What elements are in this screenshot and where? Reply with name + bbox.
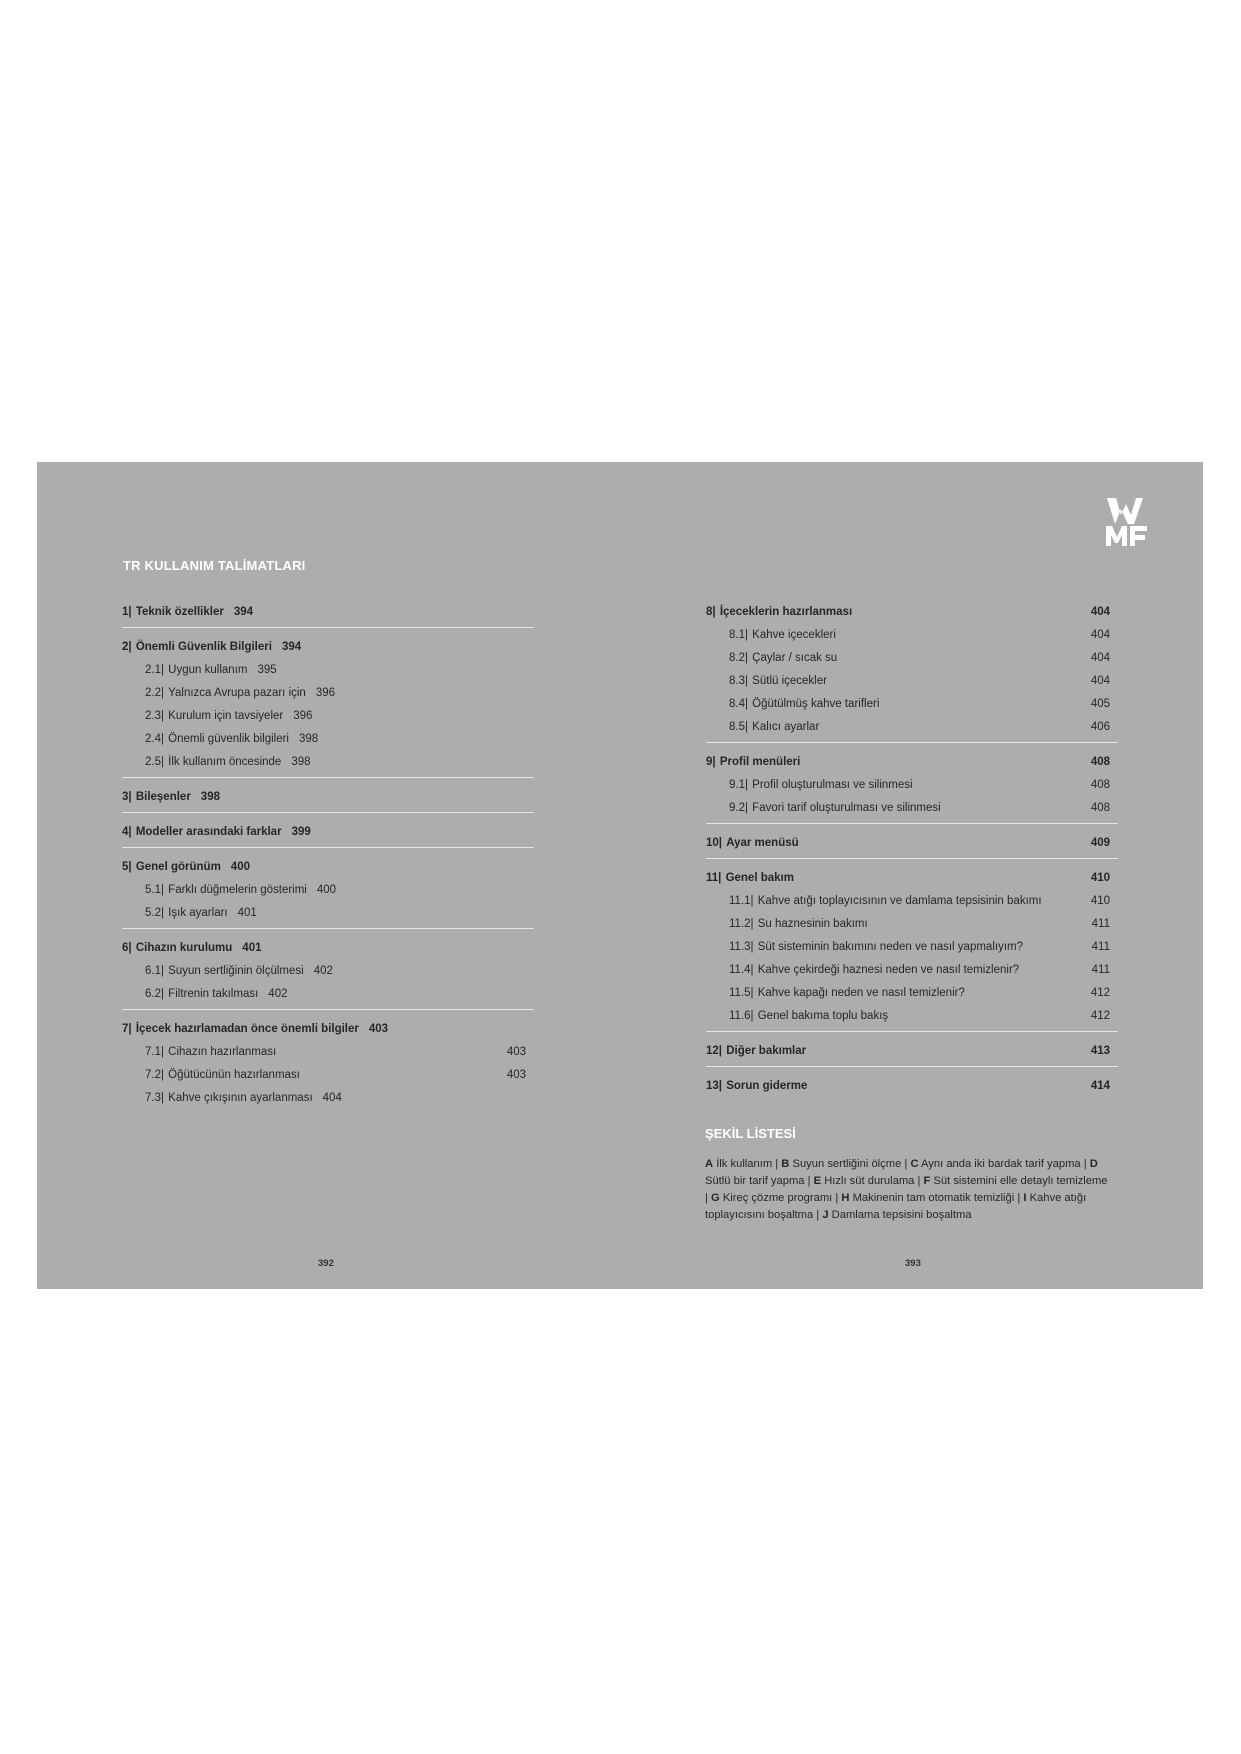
toc-subentry-number: 11.4|: [729, 963, 754, 976]
toc-entry[interactable]: [122, 635, 534, 658]
toc-entry-page: 400: [230, 860, 250, 873]
toc-subentry-title: Kurulum için tavsiyeler: [164, 709, 284, 722]
toc-section: [122, 635, 534, 778]
toc-subentry-number: 6.2|: [145, 987, 164, 1000]
toc-subentry-page: 398: [291, 755, 311, 768]
toc-entry-page: 409: [1090, 836, 1110, 849]
toc-subentry[interactable]: [706, 889, 1118, 912]
toc-entry-page: 398: [200, 790, 220, 803]
toc-section: [122, 936, 534, 1010]
toc-entry-page: 408: [1090, 755, 1110, 768]
toc-subentry-number: 8.1|: [729, 628, 748, 641]
figure-item: [814, 1175, 915, 1187]
toc-subentry[interactable]: [122, 681, 534, 704]
toc-section: [706, 831, 1118, 859]
figure-text: Aynı anda iki bardak tarif yapma: [918, 1158, 1081, 1170]
toc-subentry-page: 404: [1090, 628, 1110, 641]
toc-subentry-number: 2.3|: [145, 709, 164, 722]
toc-subentry-title: Profil oluşturulması ve silinmesi: [748, 778, 913, 791]
toc-entry-title: Diğer bakımlar: [723, 1044, 807, 1057]
toc-subentry-number: 11.5|: [729, 986, 754, 999]
toc-entry-title: Teknik özellikler: [132, 605, 224, 618]
toc-subentry[interactable]: [706, 715, 1118, 738]
figure-text: Sütlü bir tarif yapma: [705, 1175, 805, 1187]
toc-entry-number: 8|: [706, 605, 716, 618]
toc-entry-page: 404: [1090, 605, 1110, 618]
toc-subentry-number: 8.2|: [729, 651, 748, 664]
toc-subentry-number: 2.1|: [145, 663, 164, 676]
toc-subentry-number: 9.2|: [729, 801, 748, 814]
toc-entry-number: 3|: [122, 790, 132, 803]
toc-entry[interactable]: [706, 866, 1118, 889]
wmf-logo-icon: [1103, 496, 1151, 548]
toc-subentry-number: 8.3|: [729, 674, 748, 687]
toc-entry[interactable]: [706, 750, 1118, 773]
toc-section: [706, 1039, 1118, 1067]
toc-subentry-title: Kahve kapağı neden ve nasıl temizlenir?: [754, 986, 965, 999]
toc-section: [706, 1074, 1118, 1101]
toc-subentry[interactable]: [122, 727, 534, 750]
toc-subentry-number: 2.4|: [145, 732, 164, 745]
toc-subentry[interactable]: [706, 669, 1118, 692]
toc-subentry-number: 7.1|: [145, 1045, 164, 1058]
figure-item: [822, 1209, 971, 1221]
toc-entry-number: 7|: [122, 1022, 132, 1035]
toc-right-column: [706, 600, 1118, 1108]
toc-subentry[interactable]: [122, 878, 534, 901]
figure-letter: H: [841, 1192, 850, 1204]
toc-subentry-page: 402: [313, 964, 333, 977]
toc-section: [706, 750, 1118, 824]
toc-subentry[interactable]: [706, 912, 1118, 935]
toc-section: [122, 855, 534, 929]
toc-entry[interactable]: [122, 855, 534, 878]
toc-entry-page: 403: [368, 1022, 389, 1035]
toc-subentry-title: Kahve çekirdeği haznesi neden ve nasıl temizlenir?: [754, 963, 1020, 976]
figure-item: [781, 1158, 901, 1170]
toc-subentry-page: 404: [322, 1091, 342, 1104]
toc-subentry-number: 7.2|: [145, 1068, 164, 1081]
figure-text: Süt sistemini elle detaylı temizleme: [930, 1175, 1108, 1187]
figure-item: [841, 1192, 1014, 1204]
toc-subentry-title: Çaylar / sıcak su: [748, 651, 838, 664]
toc-subentry[interactable]: [122, 959, 534, 982]
toc-entry-title: Modeller arasındaki farklar: [132, 825, 282, 838]
toc-subentry-page: 396: [315, 686, 336, 699]
toc-left-column: [122, 600, 534, 1120]
toc-subentry-number: 8.4|: [729, 697, 748, 710]
toc-subentry-page: 411: [1091, 963, 1110, 976]
toc-entry-title: Genel bakım: [722, 871, 794, 884]
figure-text: İlk kullanım: [713, 1158, 773, 1170]
toc-subentry-number: 11.6|: [729, 1009, 754, 1022]
toc-entry[interactable]: [122, 785, 534, 808]
figure-item: [910, 1158, 1080, 1170]
toc-subentry-page: 405: [1090, 697, 1110, 710]
figure-letter: F: [923, 1175, 931, 1187]
toc-subentry-page: 401: [237, 906, 257, 919]
toc-subentry[interactable]: [706, 646, 1118, 669]
toc-subentry-title: Kahve içecekleri: [748, 628, 836, 641]
toc-section: [706, 600, 1118, 743]
page-number-right: 393: [905, 1258, 921, 1269]
toc-subentry-page: 404: [1090, 651, 1110, 664]
toc-subentry-title: Kalıcı ayarlar: [748, 720, 820, 733]
toc-subentry-title: İlk kullanım öncesinde: [164, 755, 282, 768]
toc-entry-page: 410: [1090, 871, 1110, 884]
toc-entry-number: 2|: [122, 640, 132, 653]
toc-subentry-title: Suyun sertliğinin ölçülmesi: [164, 964, 304, 977]
toc-entry[interactable]: [706, 1074, 1118, 1097]
toc-section: [706, 866, 1118, 1032]
toc-entry-page: 394: [233, 605, 253, 618]
toc-subentry[interactable]: [122, 704, 534, 727]
toc-subentry[interactable]: [122, 982, 534, 1005]
toc-subentry-title: Kahve atığı toplayıcısının ve damlama tepsisinin bakımı: [754, 894, 1042, 907]
toc-entry-title: Bileşenler: [132, 790, 191, 803]
figure-text: Hızlı süt durulama: [821, 1175, 915, 1187]
toc-subentry-title: Süt sisteminin bakımını neden ve nasıl yapmalıyım?: [754, 940, 1023, 953]
toc-subentry[interactable]: [706, 935, 1118, 958]
toc-subentry[interactable]: [122, 1086, 534, 1109]
toc-subentry-title: Kahve çıkışının ayarlanması: [164, 1091, 313, 1104]
toc-section: [122, 785, 534, 813]
toc-subentry-page: 411: [1091, 940, 1110, 953]
toc-subentry-title: Uygun kullanım: [164, 663, 248, 676]
figure-text: Makinenin tam otomatik temizliği: [849, 1192, 1015, 1204]
toc-entry-title: Cihazın kurulumu: [132, 941, 233, 954]
toc-entry-title: İçecek hazırlamadan önce önemli bilgiler: [132, 1022, 359, 1035]
toc-subentry-number: 5.1|: [145, 883, 164, 896]
toc-entry-number: 4|: [122, 825, 132, 838]
toc-subentry-title: Yalnızca Avrupa pazarı için: [164, 686, 306, 699]
toc-subentry[interactable]: [706, 958, 1118, 981]
figure-letter: E: [813, 1175, 822, 1187]
toc-entry[interactable]: [122, 820, 534, 843]
toc-entry-page: 413: [1090, 1044, 1110, 1057]
toc-entry-number: 9|: [706, 755, 716, 768]
toc-subentry-number: 11.3|: [729, 940, 754, 953]
toc-subentry[interactable]: [706, 692, 1118, 715]
figure-item: [711, 1192, 832, 1204]
figure-letter: I: [1023, 1192, 1027, 1204]
toc-subentry-page: 403: [506, 1068, 526, 1081]
toc-subentry-page: 402: [268, 987, 288, 1000]
toc-subentry-page: 412: [1090, 986, 1110, 999]
toc-subentry-page: 408: [1090, 778, 1110, 791]
toc-subentry-title: Önemli güvenlik bilgileri: [164, 732, 289, 745]
toc-subentry-page: 406: [1090, 720, 1110, 733]
toc-subentry-title: Favori tarif oluşturulması ve silinmesi: [748, 801, 941, 814]
figure-text: Suyun sertliğini ölçme: [789, 1158, 902, 1170]
page-number-left: 392: [318, 1258, 334, 1269]
toc-entry-number: 5|: [122, 860, 132, 873]
toc-entry[interactable]: [706, 600, 1118, 623]
toc-subentry-page: 403: [506, 1045, 526, 1058]
toc-subentry-page: 408: [1090, 801, 1110, 814]
toc-subentry-title: Işık ayarları: [164, 906, 228, 919]
toc-entry-number: 1|: [122, 605, 132, 618]
toc-entry-title: İçeceklerin hazırlanması: [716, 605, 853, 618]
figure-letter: G: [711, 1192, 720, 1204]
figure-letter: J: [822, 1209, 829, 1221]
toc-subentry[interactable]: [706, 796, 1118, 819]
figures-list: A İlk kullanım | B Suyun sertliğini ölçme | C Aynı anda iki bardak tarif yapma | D Sütlü bir tarif yapma | E Hızlı süt durulama | F Süt sistemini elle detaylı temizleme | G Kireç çözme programı | H Makinenin tam otomatik temizliği | I Kahve atığı toplayıcısını boşaltma | J Damlama tepsisini boşaltma: [705, 1158, 1108, 1221]
figure-letter: C: [910, 1158, 919, 1170]
figure-item: [923, 1175, 1107, 1187]
toc-entry[interactable]: [122, 600, 534, 623]
toc-subentry-title: Su haznesinin bakımı: [754, 917, 868, 930]
toc-subentry-page: 396: [293, 709, 313, 722]
figure-text: Kahve atığı toplayıcısını boşaltma: [705, 1192, 1087, 1221]
toc-entry-page: 394: [281, 640, 302, 653]
figure-item: [705, 1158, 772, 1170]
toc-entry[interactable]: [706, 831, 1118, 854]
toc-subentry-title: Öğütülmüş kahve tarifleri: [748, 697, 880, 710]
toc-subentry-page: 400: [316, 883, 337, 896]
toc-subentry[interactable]: [706, 1004, 1118, 1027]
toc-subentry-page: 398: [298, 732, 319, 745]
toc-entry[interactable]: [122, 936, 534, 959]
toc-section: [122, 1017, 534, 1113]
toc-subentry[interactable]: [122, 658, 534, 681]
toc-entry-title: Genel görünüm: [132, 860, 221, 873]
toc-entry[interactable]: [706, 1039, 1118, 1062]
toc-subentry-title: Cihazın hazırlanması: [164, 1045, 277, 1058]
toc-subentry-page: 404: [1090, 674, 1110, 687]
toc-entry-number: 11|: [706, 871, 722, 884]
toc-subentry[interactable]: [122, 1063, 534, 1086]
toc-subentry-title: Genel bakıma toplu bakış: [754, 1009, 889, 1022]
toc-subentry-number: 7.3|: [145, 1091, 164, 1104]
toc-subentry-number: 9.1|: [729, 778, 748, 791]
figure-letter: B: [781, 1158, 790, 1170]
toc-subentry-number: 5.2|: [145, 906, 164, 919]
toc-subentry[interactable]: [122, 750, 534, 773]
toc-entry-page: 414: [1090, 1079, 1110, 1092]
document-title: TR KULLANIM TALİMATLARI: [123, 558, 306, 573]
toc-subentry-title: Öğütücünün hazırlanması: [164, 1068, 300, 1081]
toc-subentry[interactable]: [706, 981, 1118, 1004]
toc-subentry-number: 11.2|: [729, 917, 754, 930]
toc-subentry-page: 411: [1091, 917, 1110, 930]
toc-subentry-title: Filtrenin takılması: [164, 987, 259, 1000]
toc-entry-title: Sorun giderme: [723, 1079, 808, 1092]
toc-subentry-number: 6.1|: [145, 964, 164, 977]
toc-subentry-page: 395: [257, 663, 277, 676]
toc-subentry[interactable]: [122, 1040, 534, 1063]
figures-heading: ŞEKİL LİSTESİ: [705, 1126, 796, 1141]
toc-subentry-number: 11.1|: [729, 894, 754, 907]
toc-subentry[interactable]: [706, 623, 1118, 646]
figure-letter: D: [1089, 1158, 1098, 1170]
toc-subentry-number: 2.5|: [145, 755, 164, 768]
toc-subentry-title: Sütlü içecekler: [748, 674, 827, 687]
toc-subentry-title: Farklı düğmelerin gösterimi: [164, 883, 307, 896]
toc-subentry-page: 410: [1090, 894, 1110, 907]
toc-subentry[interactable]: [122, 901, 534, 924]
toc-entry-title: Profil menüleri: [716, 755, 801, 768]
toc-subentry-number: 8.5|: [729, 720, 748, 733]
toc-entry-page: 401: [242, 941, 262, 954]
toc-entry-number: 12|: [706, 1044, 723, 1057]
figure-text: Kireç çözme programı: [719, 1192, 833, 1204]
toc-subentry-page: 412: [1090, 1009, 1110, 1022]
toc-entry-title: Ayar menüsü: [723, 836, 799, 849]
toc-entry-number: 13|: [706, 1079, 723, 1092]
toc-entry-number: 6|: [122, 941, 132, 954]
toc-subentry-number: 2.2|: [145, 686, 164, 699]
toc-entry[interactable]: [122, 1017, 534, 1040]
toc-entry-title: Önemli Güvenlik Bilgileri: [132, 640, 272, 653]
toc-section: [122, 600, 534, 628]
figure-text: Damlama tepsisini boşaltma: [828, 1209, 972, 1221]
figure-letter: A: [705, 1158, 714, 1170]
toc-subentry[interactable]: [706, 773, 1118, 796]
toc-section: [122, 820, 534, 848]
toc-entry-page: 399: [291, 825, 311, 838]
toc-entry-number: 10|: [706, 836, 723, 849]
